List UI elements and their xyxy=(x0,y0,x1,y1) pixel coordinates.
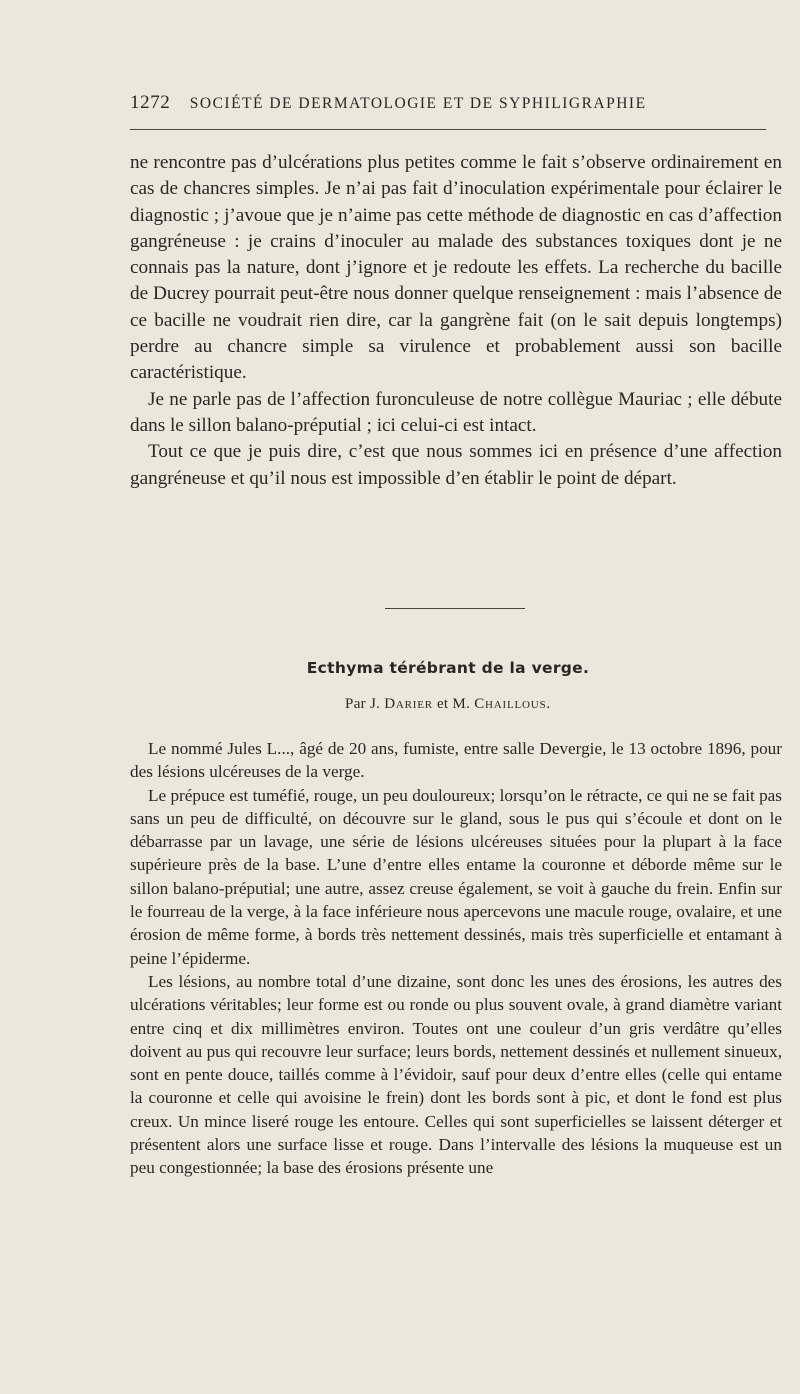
previous-article-text xyxy=(130,150,782,492)
paragraph: Le prépuce est tuméfié, rouge, un peu douloureux; lorsqu’on le rétracte, ce qui ne se fait pas sans un peu de difficulté, on découvre sur le gland, sous le pus qui s’écoule et dont on le débarrasse par un lavage, une série de lésions ulcéreuses situées pour la plupart à la face supérieure près de la base. L’une d’entre elles entame la couronne et déborde même sur le sillon balano-préputial; une autre, assez creuse également, se voit à gauche du frein. Enfin sur le fourreau de la verge, à la face inférieure nous apercevons une macule rouge, ovalaire, et une érosion de même forme, à bords très nettement dessinés, mais très superficielle et entamant à peine l’épiderme. xyxy=(130,785,782,968)
section-separator xyxy=(385,608,525,609)
paragraph: Les lésions, au nombre total d’une dizaine, sont donc les unes des érosions, les autres des ulcérations véritables; leur forme est ou ronde ou plus souvent ovale, à grand diamètre variant entre cinq et dix millimètres environ. Toutes ont une couleur d’un gris verdâtre qu’elles doivent au pus qui recouvre leur surface; leurs bords, nettement dessinés et nullement sinueux, sont en pente douce, taillés comme à l’évidoir, sauf pour deux d’entre elles (celle qui entame la couronne et celle qui avoisine le frein) dont les bords sont à pic, et dont le fond est plus creux. Un mince liseré rouge les entoure. Celles qui sont superficielles se laissent déterger et présentent alors une surface lisse et rouge. Dans l’intervalle des lésions la muqueuse est un peu congestionnée; la base des érosions présente une xyxy=(130,971,782,1178)
running-header xyxy=(130,92,766,114)
running-title: SOCIÉTÉ DE DERMATOLOGIE ET DE SYPHILIGRAPHIE xyxy=(189,95,647,112)
paragraph: ne rencontre pas d’ulcérations plus petites comme le fait s’observe ordinairement en cas de chancres simples. Je n’ai pas fait d’inoculation expérimentale pour éclairer le diagnostic ; j’avoue que je n’aime pas cette méthode de diagnostic en cas d’affection gangréneuse : je crains d’inoculer au malade des substances toxiques dont je ne connais pas la nature, dont j’ignore et je redoute les effets. La recherche du bacille de Ducrey pourrait peut-être nous donner quelque renseignement : mais l’absence de ce bacille ne voudrait rien dire, car la gangrène fait (on le sait depuis longtemps) perdre au chancre simple sa virulence et probablement aussi son bacille caractéristique. xyxy=(130,152,782,384)
paragraph: Je ne parle pas de l’affection furonculeuse de notre collègue Mauriac ; elle débute dans le sillon balano-préputial ; ici celui-ci est intact. xyxy=(130,388,782,436)
paragraph: Tout ce que je puis dire, c’est que nous sommes ici en présence d’une affection gangréneuse et qu’il nous est impossible d’en établir le point de départ. xyxy=(130,441,782,489)
article-title: Ecthyma térébrant de la verge. xyxy=(306,659,590,677)
author-name: Darier xyxy=(384,696,433,712)
article-text xyxy=(130,737,782,1180)
author-name: Chaillous. xyxy=(474,696,551,712)
byline-prefix: Par J. xyxy=(345,696,381,712)
article-byline xyxy=(130,696,766,713)
header-rule xyxy=(130,129,766,130)
paragraph: Le nommé Jules L..., âgé de 20 ans, fumiste, entre salle Devergie, le 13 octobre 1896, pour des lésions ulcéreuses de la verge. xyxy=(130,739,782,782)
byline-conjunction: et M. xyxy=(436,696,471,712)
page-number: 1272 xyxy=(130,92,171,113)
